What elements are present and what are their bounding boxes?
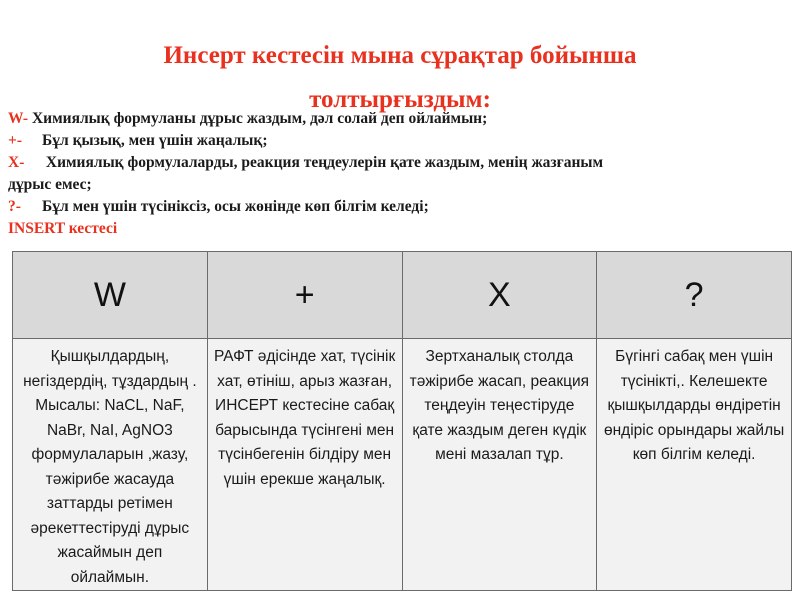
cell-question: Бүгінгі сабақ мен үшін түсінікті,. Келешекте қышқылдарды өндіретін өндіріс орындары жайлы көп білгім келеді. (597, 339, 792, 591)
legend-marker-plus: +- (8, 132, 22, 149)
legend-text-w: Химиялық формуланы дұрыс жаздым, дәл солай деп ойлаймын; (28, 110, 488, 127)
legend-marker-x: Х- (8, 154, 25, 171)
table-caption: INSERT кестесі (8, 220, 118, 237)
cell-x: Зертханалық столда тәжірибе жасап, реакция теңдеуін теңестіруде қате жаздым деген күдік мені мазалап тұр. (402, 339, 597, 591)
header-w: W (13, 252, 208, 339)
header-question: ? (597, 252, 792, 339)
table-header-row (13, 252, 792, 339)
legend-marker-w: W- (8, 110, 29, 127)
cell-plus: РАФТ әдісінде хат, түсінік хат, өтініш, арыз жазған, ИНСЕРТ кестесіне сабақ барысында түсінгені мен түсінбегенін білдіру мен үшін ерекше жаңалық. (207, 339, 402, 591)
cell-w: Қышқылдардың, негіздердің, тұздардың . Мысалы: NaCL, NaF, NaBr, NaI, AgNO3 формулаларын ,жазу, тәжірибе жасауда заттарды ретімен әрекеттестіруді дұрыс жасаймын деп ойлаймын. (13, 339, 208, 591)
legend-block (8, 108, 788, 240)
legend-line-w (8, 108, 788, 130)
legend-marker-question: ?- (8, 198, 21, 215)
legend-line-x (8, 152, 788, 174)
legend-line-question (8, 196, 788, 218)
title-line-1: Инсерт кестесін мына сұрақтар бойынша (163, 42, 637, 69)
legend-line-x-continuation: дұрыс емес; (8, 176, 92, 193)
legend-text-question: Бұл мен үшін түсініксіз, осы жөнінде көп білгім келеді; (42, 198, 429, 215)
legend-text-x: Химиялық формулаларды, реакция теңдеулерін қате жаздым, менің жазғаным (42, 154, 604, 171)
header-plus: + (207, 252, 402, 339)
legend-text-plus: Бұл қызық, мен үшін жаңалық; (42, 132, 268, 149)
title-line-2: толтырғыздым: (309, 86, 491, 113)
table-row (13, 339, 792, 591)
header-x: X (402, 252, 597, 339)
insert-table (12, 251, 792, 591)
legend-line-plus (8, 130, 788, 152)
